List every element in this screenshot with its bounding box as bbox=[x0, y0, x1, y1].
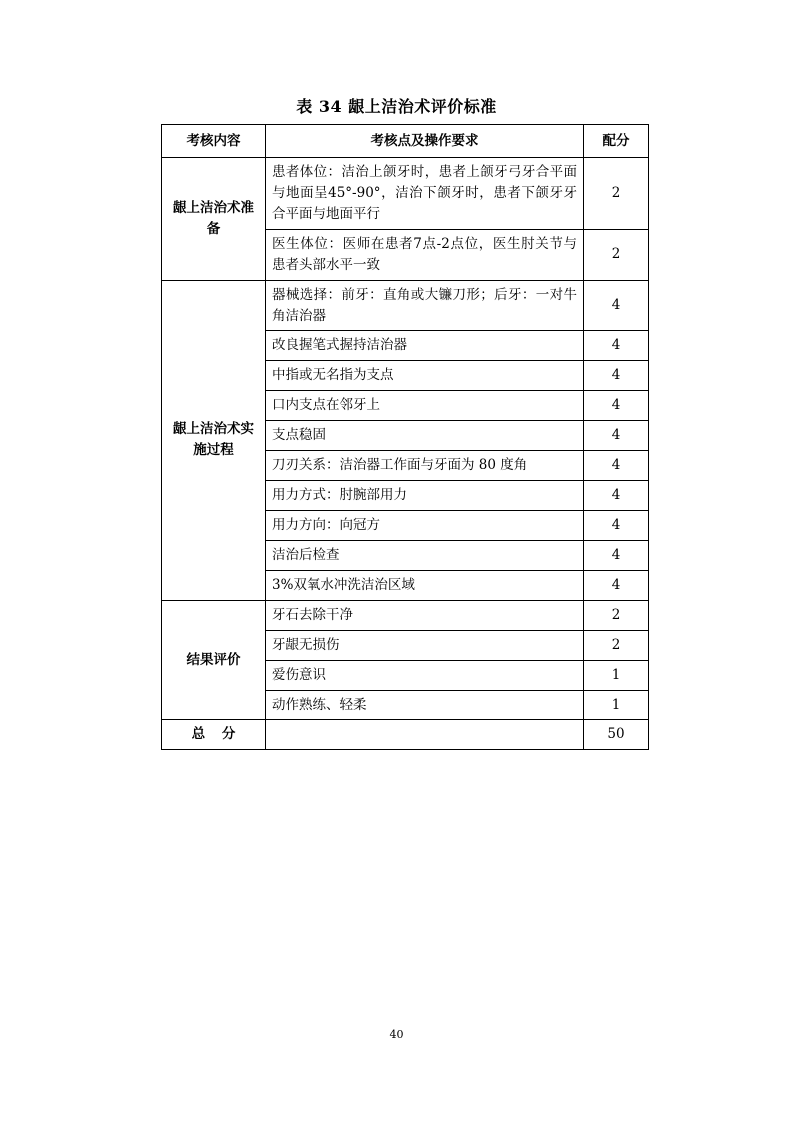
requirement-cell: 牙龈无损伤 bbox=[266, 630, 584, 660]
table-header-row bbox=[162, 125, 649, 158]
requirement-cell: 改良握笔式握持洁治器 bbox=[266, 331, 584, 361]
requirement-cell: 器械选择：前牙：直角或大镰刀形；后牙：一对牛角洁治器 bbox=[266, 280, 584, 331]
total-empty-cell bbox=[266, 720, 584, 750]
score-cell: 4 bbox=[584, 391, 649, 421]
requirement-cell: 患者体位：洁治上颌牙时，患者上颌牙弓牙合平面与地面呈45°-90°，洁治下颌牙时，患者下颌牙牙合平面与地面平行 bbox=[266, 158, 584, 230]
score-cell: 4 bbox=[584, 331, 649, 361]
column-header-content: 考核内容 bbox=[162, 125, 266, 158]
category-cell-process: 龈上洁治术实施过程 bbox=[162, 280, 266, 600]
score-cell: 1 bbox=[584, 660, 649, 690]
requirement-cell: 用力方式：肘腕部用力 bbox=[266, 481, 584, 511]
total-score-cell: 50 bbox=[584, 720, 649, 750]
requirement-cell: 爱伤意识 bbox=[266, 660, 584, 690]
score-cell: 4 bbox=[584, 481, 649, 511]
requirement-cell: 口内支点在邻牙上 bbox=[266, 391, 584, 421]
requirement-cell: 洁治后检查 bbox=[266, 540, 584, 570]
score-cell: 4 bbox=[584, 570, 649, 600]
column-header-requirements: 考核点及操作要求 bbox=[266, 125, 584, 158]
score-cell: 2 bbox=[584, 158, 649, 230]
table-header bbox=[162, 125, 649, 158]
category-cell-preparation: 龈上洁治术准备 bbox=[162, 158, 266, 281]
page-number: 40 bbox=[389, 1028, 404, 1041]
column-header-score: 配分 bbox=[584, 125, 649, 158]
page-title: 表 34 龈上洁治术评价标准 bbox=[296, 97, 497, 116]
requirement-cell: 刀刃关系：洁治器工作面与牙面为 80 度角 bbox=[266, 451, 584, 481]
score-cell: 2 bbox=[584, 600, 649, 630]
evaluation-criteria-table bbox=[161, 124, 649, 750]
requirement-cell: 3%双氧水冲洗洁治区域 bbox=[266, 570, 584, 600]
total-label-cell: 总 分 bbox=[162, 720, 266, 750]
table-row bbox=[162, 158, 649, 230]
score-cell: 4 bbox=[584, 540, 649, 570]
table-body bbox=[162, 158, 649, 750]
score-cell: 4 bbox=[584, 421, 649, 451]
score-cell: 4 bbox=[584, 510, 649, 540]
table-row bbox=[162, 280, 649, 331]
requirement-cell: 医生体位：医师在患者7点-2点位，医生肘关节与患者头部水平一致 bbox=[266, 229, 584, 280]
score-cell: 2 bbox=[584, 630, 649, 660]
category-cell-result: 结果评价 bbox=[162, 600, 266, 720]
score-cell: 4 bbox=[584, 451, 649, 481]
table-row bbox=[162, 600, 649, 630]
requirement-cell: 牙石去除干净 bbox=[266, 600, 584, 630]
requirement-cell: 动作熟练、轻柔 bbox=[266, 690, 584, 720]
requirement-cell: 用力方向：向冠方 bbox=[266, 510, 584, 540]
table-total-row bbox=[162, 720, 649, 750]
score-cell: 1 bbox=[584, 690, 649, 720]
requirement-cell: 中指或无名指为支点 bbox=[266, 361, 584, 391]
score-cell: 4 bbox=[584, 361, 649, 391]
score-cell: 2 bbox=[584, 229, 649, 280]
requirement-cell: 支点稳固 bbox=[266, 421, 584, 451]
score-cell: 4 bbox=[584, 280, 649, 331]
